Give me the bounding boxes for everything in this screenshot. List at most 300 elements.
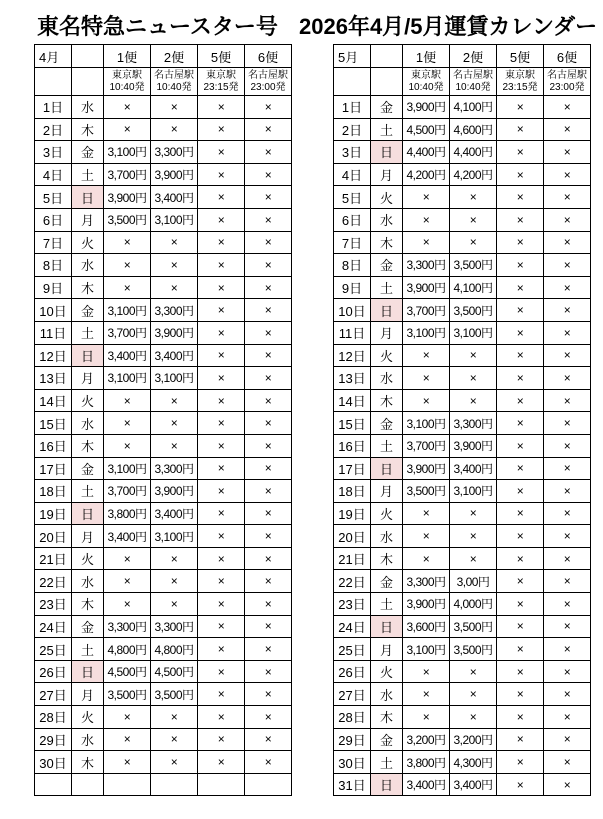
fare-cell: × [497,208,544,231]
fare-cell: × [497,638,544,661]
fare-cell: × [497,547,544,570]
day-cell: 16日 [334,434,371,457]
weekday-cell: 木 [72,593,104,616]
departure-header-blank [72,68,104,96]
fare-cell: 3,900円 [403,457,450,480]
fare-cell: × [198,525,245,548]
departure-station: 東京駅 [411,70,441,81]
date-row [334,547,591,570]
service-header: 1便 [104,45,151,68]
fare-cell: × [544,570,591,593]
date-row [35,321,292,344]
fare-cell: 3,500円 [450,299,497,322]
fare-cell: × [198,321,245,344]
weekday-cell: 木 [72,751,104,774]
fare-cell: × [544,502,591,525]
fare-cell: × [104,751,151,774]
fare-cell: × [450,367,497,390]
fare-cell: 3,600円 [403,615,450,638]
fare-cell: × [245,706,292,729]
day-cell: 16日 [35,434,72,457]
departure-time: 23:00発 [549,81,585,93]
fare-cell: × [544,344,591,367]
fare-cell: × [245,118,292,141]
fare-cell: × [497,231,544,254]
fare-cell: × [198,276,245,299]
day-cell: 15日 [334,412,371,435]
date-row [35,412,292,435]
fare-cell: × [151,434,198,457]
fare-cell: 3,900円 [403,593,450,616]
fare-cell: 3,900円 [151,163,198,186]
fare-cell: 3,900円 [104,186,151,209]
day-cell: 28日 [334,706,371,729]
fare-cell: 3,400円 [450,457,497,480]
date-row [334,412,591,435]
date-row [334,321,591,344]
service-header: 2便 [450,45,497,68]
fare-cell: × [450,706,497,729]
fare-cell: × [450,208,497,231]
date-row [35,208,292,231]
fare-cell: × [497,412,544,435]
fare-cell: 3,300円 [151,299,198,322]
date-row [334,231,591,254]
fare-cell: × [544,231,591,254]
fare-cell: × [544,525,591,548]
fare-cell: × [450,660,497,683]
day-cell: 20日 [334,525,371,548]
fare-cell: 3,800円 [104,502,151,525]
fare-cell: × [151,96,198,119]
fare-cell: 3,100円 [450,480,497,503]
day-cell: 4日 [334,163,371,186]
fare-cell: × [104,231,151,254]
fare-cell: × [403,706,450,729]
fare-cell: 3,100円 [450,321,497,344]
fare-cell: × [544,141,591,164]
fare-cell: 3,500円 [450,638,497,661]
weekday-header-blank [371,45,403,68]
fare-cell: × [151,389,198,412]
fare-cell: × [403,186,450,209]
fare-cell: 4,800円 [104,638,151,661]
date-row [334,502,591,525]
day-cell: 19日 [334,502,371,525]
fare-cell: 3,800円 [403,751,450,774]
fare-cell: 3,300円 [151,141,198,164]
fare-cell: × [497,683,544,706]
day-cell: 26日 [35,660,72,683]
weekday-cell: 水 [72,728,104,751]
date-row [334,525,591,548]
date-row [35,683,292,706]
fare-cell: 3,700円 [104,480,151,503]
fare-cell: × [544,457,591,480]
weekday-cell: 火 [371,344,403,367]
day-cell: 2日 [35,118,72,141]
fare-cell: 4,800円 [151,638,198,661]
may-fare-table [333,44,591,796]
fare-cell: × [198,570,245,593]
weekday-cell: 金 [371,96,403,119]
weekday-cell: 月 [371,321,403,344]
date-row [35,593,292,616]
fare-cell: × [497,389,544,412]
fare-cell: 3,100円 [151,367,198,390]
weekday-cell: 月 [72,367,104,390]
fare-cell: × [245,480,292,503]
fare-cell: 4,200円 [450,163,497,186]
fare-cell: × [544,186,591,209]
date-row [334,615,591,638]
fare-cell: 3,100円 [151,208,198,231]
departure-time: 23:15発 [502,81,538,93]
weekday-cell: 木 [72,276,104,299]
weekday-cell: 水 [72,254,104,277]
weekday-cell: 土 [371,751,403,774]
departure-header [544,68,591,96]
fare-cell: × [544,660,591,683]
date-row [334,163,591,186]
fare-cell: × [544,706,591,729]
fare-cell: × [198,593,245,616]
date-row [334,773,591,796]
header-row-departures [35,68,292,96]
fare-cell: × [104,389,151,412]
day-cell: 18日 [35,480,72,503]
fare-cell: × [198,96,245,119]
date-row [334,186,591,209]
day-cell: 3日 [334,141,371,164]
fare-cell: × [245,638,292,661]
departure-station: 名古屋駅 [248,70,288,81]
fare-cell: × [544,434,591,457]
date-row [334,751,591,774]
day-cell: 13日 [334,367,371,390]
day-cell: 6日 [35,208,72,231]
weekday-cell: 木 [72,434,104,457]
weekday-cell: 火 [72,231,104,254]
day-cell: 9日 [35,276,72,299]
fare-cell: × [403,231,450,254]
fare-cell: × [544,276,591,299]
fare-cell: × [104,593,151,616]
day-cell: 24日 [35,615,72,638]
fare-cell: 3,400円 [151,186,198,209]
fare-cell: 3,100円 [104,299,151,322]
departure-header [198,68,245,96]
fare-cell: × [544,321,591,344]
fare-cell: × [198,660,245,683]
fare-cell: × [104,118,151,141]
fare-cell: × [403,502,450,525]
fare-cell: × [497,480,544,503]
fare-cell: 3,400円 [403,773,450,796]
fare-cell: × [497,660,544,683]
fare-cell: × [497,525,544,548]
day-cell: 20日 [35,525,72,548]
fare-cell: × [403,547,450,570]
fare-cell: 3,700円 [104,163,151,186]
fare-cell: 4,500円 [151,660,198,683]
fare-cell: × [544,389,591,412]
day-cell: 28日 [35,706,72,729]
fare-cell: × [104,412,151,435]
day-cell: 13日 [35,367,72,390]
fare-cell: × [198,502,245,525]
weekday-cell: 土 [371,593,403,616]
date-row [334,299,591,322]
day-cell: 23日 [35,593,72,616]
date-row [35,480,292,503]
fare-cell [104,773,151,796]
day-cell: 14日 [334,389,371,412]
date-row [35,660,292,683]
fare-cell: 4,400円 [403,141,450,164]
fare-cell: 3,900円 [403,276,450,299]
fare-cell: × [245,683,292,706]
day-cell: 24日 [334,615,371,638]
fare-cell: × [544,96,591,119]
date-row [334,728,591,751]
fare-cell: × [245,751,292,774]
day-cell: 17日 [35,457,72,480]
fare-cell: × [198,344,245,367]
weekday-cell: 金 [72,299,104,322]
fare-cell: 4,600円 [450,118,497,141]
fare-cell: × [497,457,544,480]
service-header: 6便 [544,45,591,68]
departure-header [104,68,151,96]
fare-cell: × [544,773,591,796]
service-header: 6便 [245,45,292,68]
weekday-cell: 火 [72,706,104,729]
service-header: 5便 [497,45,544,68]
weekday-cell: 月 [72,525,104,548]
fare-cell: 3,900円 [151,480,198,503]
fare-cell: × [245,344,292,367]
fare-cell: × [151,118,198,141]
fare-cell: × [544,367,591,390]
fare-cell: × [245,186,292,209]
weekday-header-blank [72,45,104,68]
fare-cell: 3,500円 [104,683,151,706]
date-row [35,706,292,729]
fare-cell: × [104,706,151,729]
departure-station: 東京駅 [206,70,236,81]
fare-cell: × [198,118,245,141]
fare-cell: × [151,547,198,570]
fare-cell: 3,100円 [151,525,198,548]
day-cell: 21日 [35,547,72,570]
date-row [35,344,292,367]
fare-cell: × [151,706,198,729]
weekday-cell: 木 [371,231,403,254]
fare-cell: × [245,96,292,119]
day-cell: 5日 [35,186,72,209]
fare-cell: × [403,660,450,683]
weekday-cell [72,773,104,796]
fare-cell: 3,200円 [403,728,450,751]
fare-cell: × [151,728,198,751]
fare-cell: 3,400円 [151,344,198,367]
fare-cell: × [198,254,245,277]
weekday-cell: 水 [371,683,403,706]
fare-cell: × [403,525,450,548]
fare-cell: × [497,434,544,457]
departure-station: 東京駅 [505,70,535,81]
departure-time: 10:40発 [109,81,145,93]
weekday-cell: 水 [72,412,104,435]
fare-cell: × [245,502,292,525]
date-row [35,728,292,751]
day-cell: 1日 [334,96,371,119]
weekday-cell: 土 [371,434,403,457]
fare-cell: 3,700円 [403,299,450,322]
day-cell: 11日 [334,321,371,344]
fare-cell: × [151,751,198,774]
weekday-cell: 土 [72,163,104,186]
fare-cell: × [198,480,245,503]
fare-cell: 3,100円 [104,141,151,164]
date-row [334,570,591,593]
departure-time: 10:40発 [156,81,192,93]
fare-cell: × [198,389,245,412]
fare-cell: 4,500円 [104,660,151,683]
day-cell: 21日 [334,547,371,570]
fare-cell: × [245,660,292,683]
fare-cell: × [245,231,292,254]
day-cell: 25日 [334,638,371,661]
fare-cell: × [198,457,245,480]
departure-time: 23:15発 [203,81,239,93]
fare-cell: 4,300円 [450,751,497,774]
fare-cell: × [497,254,544,277]
fare-cell: × [544,208,591,231]
weekday-cell-sunday: 日 [371,773,403,796]
fare-cell: 3,900円 [151,321,198,344]
date-row [35,525,292,548]
date-row [35,615,292,638]
day-cell: 9日 [334,276,371,299]
fare-cell: × [104,254,151,277]
weekday-cell-sunday: 日 [371,615,403,638]
day-cell: 27日 [35,683,72,706]
fare-cell: × [245,389,292,412]
fare-cell: × [245,434,292,457]
fare-cell: × [151,412,198,435]
date-row [35,163,292,186]
date-row [35,367,292,390]
fare-cell: × [198,367,245,390]
date-row [334,141,591,164]
date-row [35,141,292,164]
weekday-cell: 木 [72,118,104,141]
date-row [35,434,292,457]
fare-cell: × [245,728,292,751]
departure-header [151,68,198,96]
date-row [35,118,292,141]
fare-cell: × [198,751,245,774]
fare-cell: × [198,412,245,435]
weekday-cell-sunday: 日 [72,660,104,683]
fare-cell: × [198,434,245,457]
day-cell: 31日 [334,773,371,796]
weekday-cell: 金 [72,615,104,638]
fare-cell: 3,400円 [450,773,497,796]
date-row [334,457,591,480]
fare-cell: 3,300円 [403,254,450,277]
weekday-cell: 金 [72,457,104,480]
date-row [334,434,591,457]
fare-cell: × [497,118,544,141]
fare-cell: 3,400円 [104,525,151,548]
fare-cell: × [198,638,245,661]
fare-cell: × [403,344,450,367]
fare-cell: × [198,231,245,254]
weekday-cell: 火 [371,186,403,209]
date-row [334,480,591,503]
fare-cell: × [544,615,591,638]
date-row [35,457,292,480]
fare-cell: × [497,773,544,796]
fare-cell: × [245,141,292,164]
fare-cell: × [245,163,292,186]
fare-cell: × [497,321,544,344]
fare-cell [245,773,292,796]
fare-cell: × [544,118,591,141]
fare-cell: × [198,163,245,186]
date-row [35,96,292,119]
fare-cell: 3,900円 [403,96,450,119]
fare-cell: × [450,502,497,525]
weekday-cell: 金 [371,254,403,277]
weekday-cell: 火 [371,660,403,683]
fare-cell: 3,100円 [403,638,450,661]
weekday-cell: 金 [72,141,104,164]
fare-cell: × [497,706,544,729]
departure-time: 10:40発 [455,81,491,93]
day-cell: 7日 [35,231,72,254]
departure-header-blank [371,68,403,96]
date-row [334,96,591,119]
day-cell: 8日 [334,254,371,277]
departure-header [245,68,292,96]
fare-cell: × [104,276,151,299]
date-row [35,570,292,593]
fare-cell: × [104,728,151,751]
date-row [35,751,292,774]
departure-header [403,68,450,96]
month-label: 5月 [334,45,371,68]
fare-cell: × [151,570,198,593]
departure-time: 23:00発 [250,81,286,93]
date-row [334,706,591,729]
fare-cell: × [497,502,544,525]
fare-cell: × [198,728,245,751]
fare-cell: 3,100円 [403,412,450,435]
weekday-cell: 水 [371,367,403,390]
day-cell: 27日 [334,683,371,706]
weekday-cell: 木 [371,706,403,729]
weekday-cell: 土 [72,480,104,503]
day-cell: 17日 [334,457,371,480]
date-row [35,276,292,299]
fare-cell: × [403,683,450,706]
fare-cell: 3,300円 [151,457,198,480]
day-cell: 10日 [334,299,371,322]
